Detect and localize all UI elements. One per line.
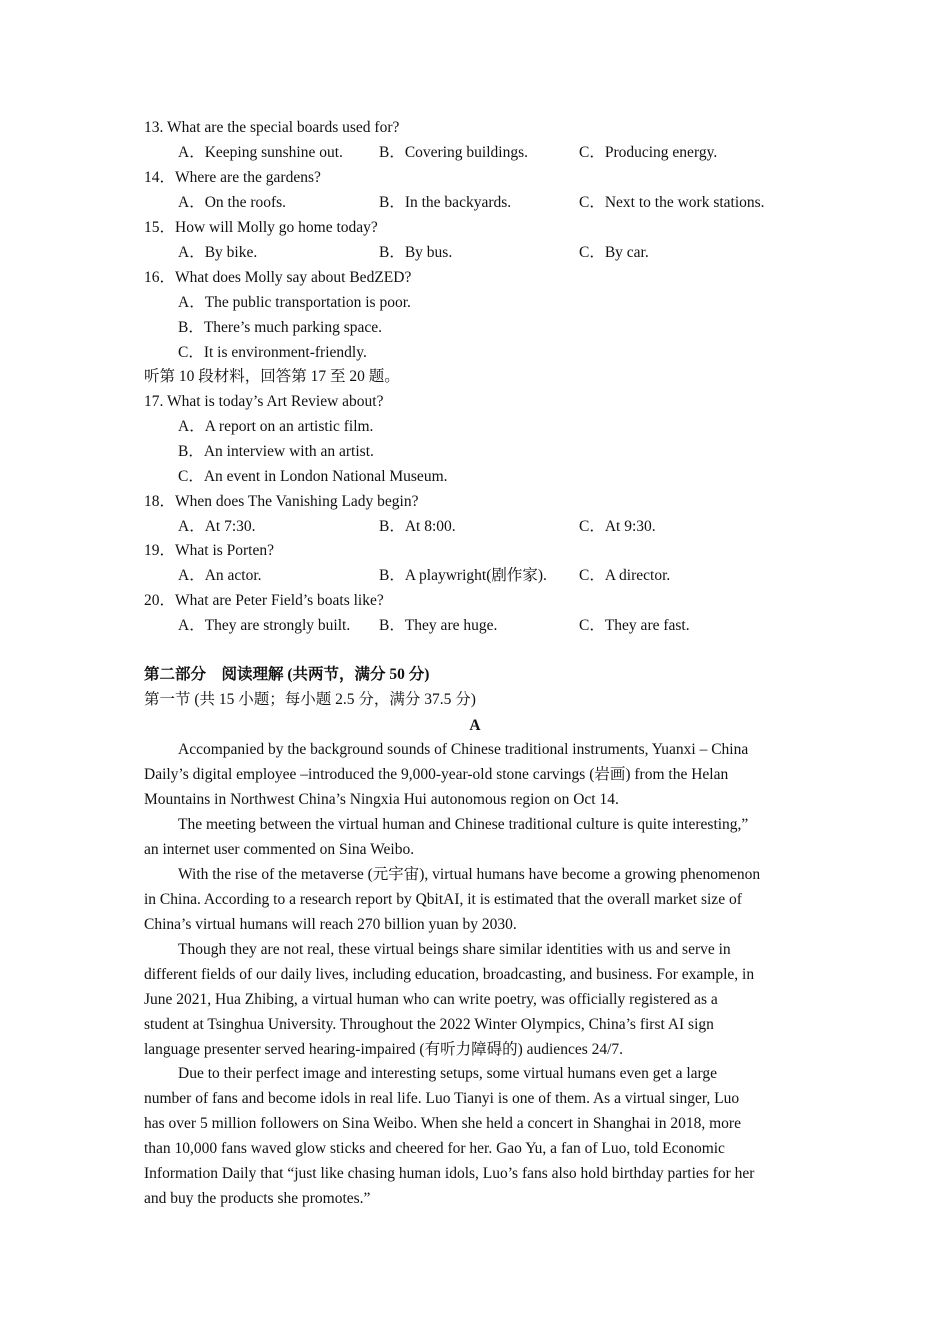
q17-option-c: C．An event in London National Museum.	[178, 468, 448, 485]
q18-option-a: A．At 7:30.	[178, 518, 256, 535]
q14-option-a: A．On the roofs.	[178, 194, 287, 211]
q17-option-a: A．A report on an artistic film.	[178, 418, 374, 435]
passage-line: than 10,000 fans waved glow sticks and cheered for her. Gao Yu, a fan of Luo, told Economic	[144, 1140, 725, 1157]
q18-option-c: C．At 9:30.	[579, 518, 656, 535]
q17-option-b: B．An interview with an artist.	[178, 443, 374, 460]
question-17-stem: 17. What is today’s Art Review about?	[144, 393, 384, 410]
passage-line: Accompanied by the background sounds of Chinese traditional instruments, Yuanxi – China	[178, 741, 749, 758]
q15-option-a: A．By bike.	[178, 244, 258, 261]
section-one-title: 第一节 (共 15 小题；每小题 2.5 分，满分 37.5 分)	[144, 691, 476, 708]
passage-line: Due to their perfect image and interesting setups, some virtual humans even get a large	[178, 1065, 718, 1082]
passage-line: number of fans and become idols in real life. Luo Tianyi is one of them. As a virtual singer, Luo	[144, 1090, 740, 1107]
passage-line: The meeting between the virtual human and Chinese traditional culture is quite interesting,”	[178, 816, 749, 833]
passage-line: China’s virtual humans will reach 270 billion yuan by 2030.	[144, 916, 517, 933]
q13-option-c: C．Producing energy.	[579, 144, 718, 161]
passage-line: has over 5 million followers on Sina Weibo. When she held a concert in Shanghai in 2018, more	[144, 1115, 741, 1132]
passage-line: Information Daily that “just like chasing human idols, Luo’s fans also hold birthday parties for her	[144, 1165, 755, 1182]
q16-option-b: B．There’s much parking space.	[178, 319, 383, 336]
question-14-stem: 14．Where are the gardens?	[144, 169, 321, 186]
q13-option-a: A．Keeping sunshine out.	[178, 144, 343, 161]
passage-line: different fields of our daily lives, including education, broadcasting, and business. For example, in	[144, 966, 755, 983]
question-18-stem: 18．When does The Vanishing Lady begin?	[144, 493, 419, 510]
q15-option-b: B．By bus.	[379, 244, 453, 261]
q15-option-c: C．By car.	[579, 244, 649, 261]
passage-line: Though they are not real, these virtual beings share similar identities with us and serve in	[178, 941, 731, 958]
passage-label: A	[469, 717, 481, 734]
passage-line: in China. According to a research report by QbitAI, it is estimated that the overall market size of	[144, 891, 742, 908]
question-16-stem: 16．What does Molly say about BedZED?	[144, 269, 412, 286]
question-13-stem: 13. What are the special boards used for?	[144, 119, 400, 136]
part-two-title: 第二部分 阅读理解 (共两节，满分 50 分)	[144, 666, 430, 683]
q20-option-c: C．They are fast.	[579, 617, 690, 634]
q16-option-a: A．The public transportation is poor.	[178, 294, 411, 311]
question-20-stem: 20．What are Peter Field’s boats like?	[144, 592, 384, 609]
question-15-stem: 15．How will Molly go home today?	[144, 219, 378, 236]
passage-line: Daily’s digital employee –introduced the 9,000-year-old stone carvings (岩画) from the Helan	[144, 766, 729, 783]
q16-option-c: C．It is environment-friendly.	[178, 344, 367, 361]
q18-option-b: B．At 8:00.	[379, 518, 456, 535]
q19-option-b: B．A playwright(剧作家).	[379, 567, 547, 584]
passage-line: With the rise of the metaverse (元宇宙), virtual humans have become a growing phenomenon	[178, 866, 761, 883]
q13-option-b: B．Covering buildings.	[379, 144, 528, 161]
q19-option-a: A．An actor.	[178, 567, 262, 584]
q20-option-b: B．They are huge.	[379, 617, 498, 634]
q19-option-c: C．A director.	[579, 567, 671, 584]
question-19-stem: 19．What is Porten?	[144, 542, 275, 559]
passage-line: June 2021, Hua Zhibing, a virtual human who can write poetry, was officially registered as a	[144, 991, 718, 1008]
listening-instruction: 听第 10 段材料，回答第 17 至 20 题。	[144, 368, 400, 385]
q14-option-b: B．In the backyards.	[379, 194, 512, 211]
passage-line: Mountains in Northwest China’s Ningxia Hui autonomous region on Oct 14.	[144, 791, 619, 808]
passage-line: and buy the products she promotes.”	[144, 1190, 371, 1207]
passage-line: language presenter served hearing-impaired (有听力障碍的) audiences 24/7.	[144, 1041, 624, 1058]
q14-option-c: C．Next to the work stations.	[579, 194, 765, 211]
passage-line: student at Tsinghua University. Throughout the 2022 Winter Olympics, China’s first AI sign	[144, 1016, 714, 1033]
passage-line: an internet user commented on Sina Weibo.	[144, 841, 415, 858]
q20-option-a: A．They are strongly built.	[178, 617, 351, 634]
